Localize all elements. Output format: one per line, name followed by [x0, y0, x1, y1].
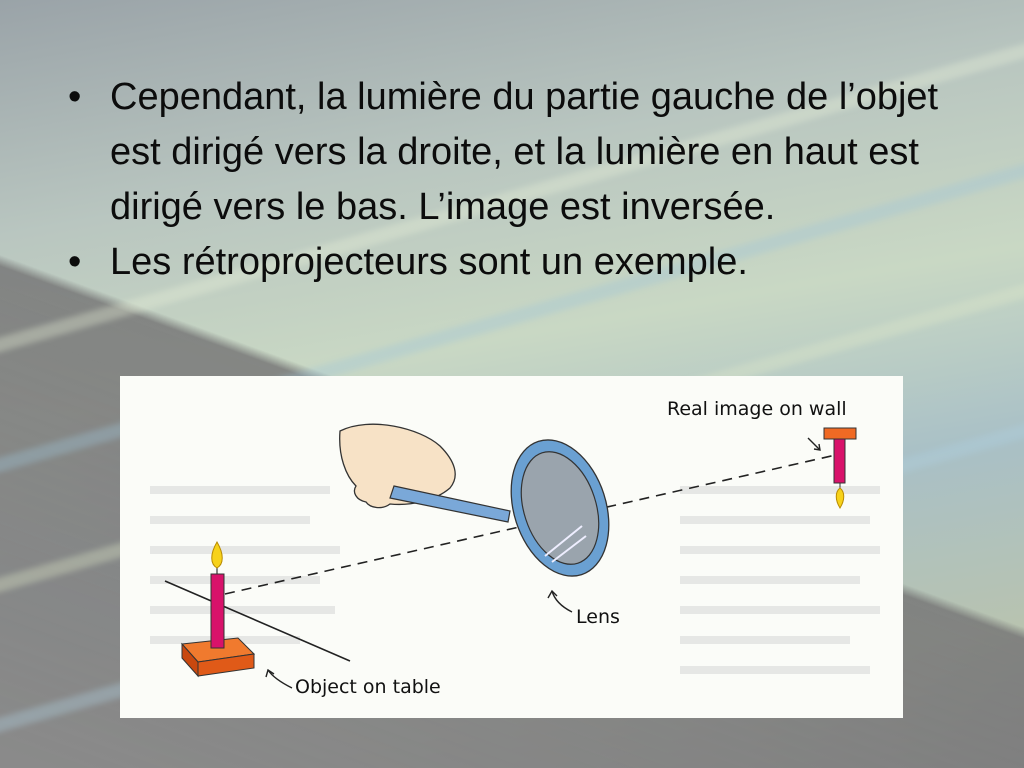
object-label: Object on table [295, 676, 441, 698]
lens-diagram-drawing [120, 376, 903, 718]
bullet-list [68, 70, 988, 290]
bullet-item [68, 70, 988, 235]
lens-diagram [120, 376, 903, 718]
bullet-glyph: • [68, 76, 82, 118]
bullet-item [68, 235, 988, 290]
bullet-text: Cependant, la lumière du partie gauche de l’objet est dirigé vers la droite, et la lumière en haut est dirigé vers le bas. L’image est inversée. [110, 76, 939, 228]
bullet-text: Les rétroprojecteurs sont un exemple. [110, 241, 748, 283]
inverted-candle-image [824, 428, 856, 508]
lens-label: Lens [576, 606, 620, 628]
bullet-glyph: • [68, 241, 82, 283]
real-image-label: Real image on wall [667, 398, 847, 420]
hand-holding-lens [340, 424, 510, 522]
magnifying-lens [495, 427, 626, 589]
